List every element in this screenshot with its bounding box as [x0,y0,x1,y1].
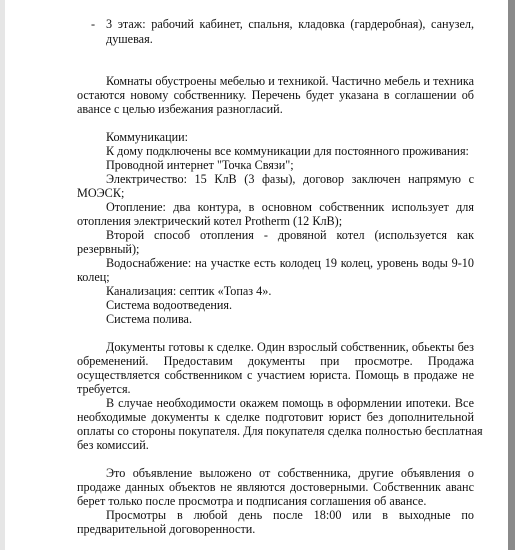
water-supply-line-1: Водоснабжение: на участке есть колодец 19 колец, уровень воды 9-10 [106,256,474,270]
viewing-line-2: предварительной договоренности. [77,522,256,536]
documents-line-3: осуществляется собственником с участием юриста. Помощь в продаже не [77,368,474,382]
heating-line-1: Отопление: два контура, в основном собственник использует для [106,200,474,214]
electricity-line-1: Электричество: 15 КлВ (3 фазы), договор заключен напрямую с [106,172,474,186]
irrigation-line: Система полива. [106,312,192,326]
documents-line-2: обременений. Предоставим документы при просмотре. Продажа [77,354,474,368]
internet-line: Проводной интернет "Точка Связи"; [106,158,294,172]
owner-notice-line-2: продаже данных объектов не являются достоверными. Собственник аванс [77,480,474,494]
furniture-line-1: Комнаты обустроены мебелью и техникой. Частично мебель и техника [106,74,474,88]
owner-notice-line-1: Это объявление выложено от собственника, другие объявления о [106,466,474,480]
documents-line-1: Документы готовы к сделке. Один взрослый собственник, обьекты без [106,340,474,354]
communications-intro: К дому подключены все коммуникации для постоянного проживания: [106,144,469,158]
furniture-line-3: авансе с целью избежания разногласий. [77,102,283,116]
floor3-line-2: душевая. [106,32,153,46]
furniture-line-2: остаются новому собственнику. Перечень будет указана в соглашении об [77,88,474,102]
heating-line-2: отопления электрический котел Protherm (12 КлВ); [77,214,343,228]
mortgage-line-1: В случае необходимости окажем помощь в оформлении ипотеки. Все [106,396,474,410]
water-supply-line-2: колец; [77,270,110,284]
electricity-line-2: МОЭСК; [77,186,125,200]
owner-notice-line-3: берет только после просмотра и подписания соглашения об авансе. [77,494,427,508]
documents-line-4: требуется. [77,382,131,396]
mortgage-line-3: оплаты со стороны покупателя. Для покупателя сделка полностью бесплатная [77,424,483,438]
sewer-line: Канализация: септик «Топаз 4». [106,284,272,298]
page-left-edge [0,0,5,550]
list-bullet: - [91,17,96,31]
page-right-edge [508,0,515,550]
mortgage-line-4: без комиссий. [77,438,149,452]
water-treatment-line: Система водоотведения. [106,298,233,312]
viewing-line-1: Просмотры в любой день после 18:00 или в выходные по [106,508,474,522]
mortgage-line-2: необходимые документы к сделке подготовит юрист без дополнительной [77,410,474,424]
heating-backup-line-1: Второй способ отопления - дровяной котел (используется как [106,228,474,242]
floor3-line-1: 3 этаж: рабочий кабинет, спальня, кладовка (гардеробная), санузел, [106,17,474,31]
heating-backup-line-2: резервный); [77,242,140,256]
communications-heading: Коммуникации: [106,130,189,144]
